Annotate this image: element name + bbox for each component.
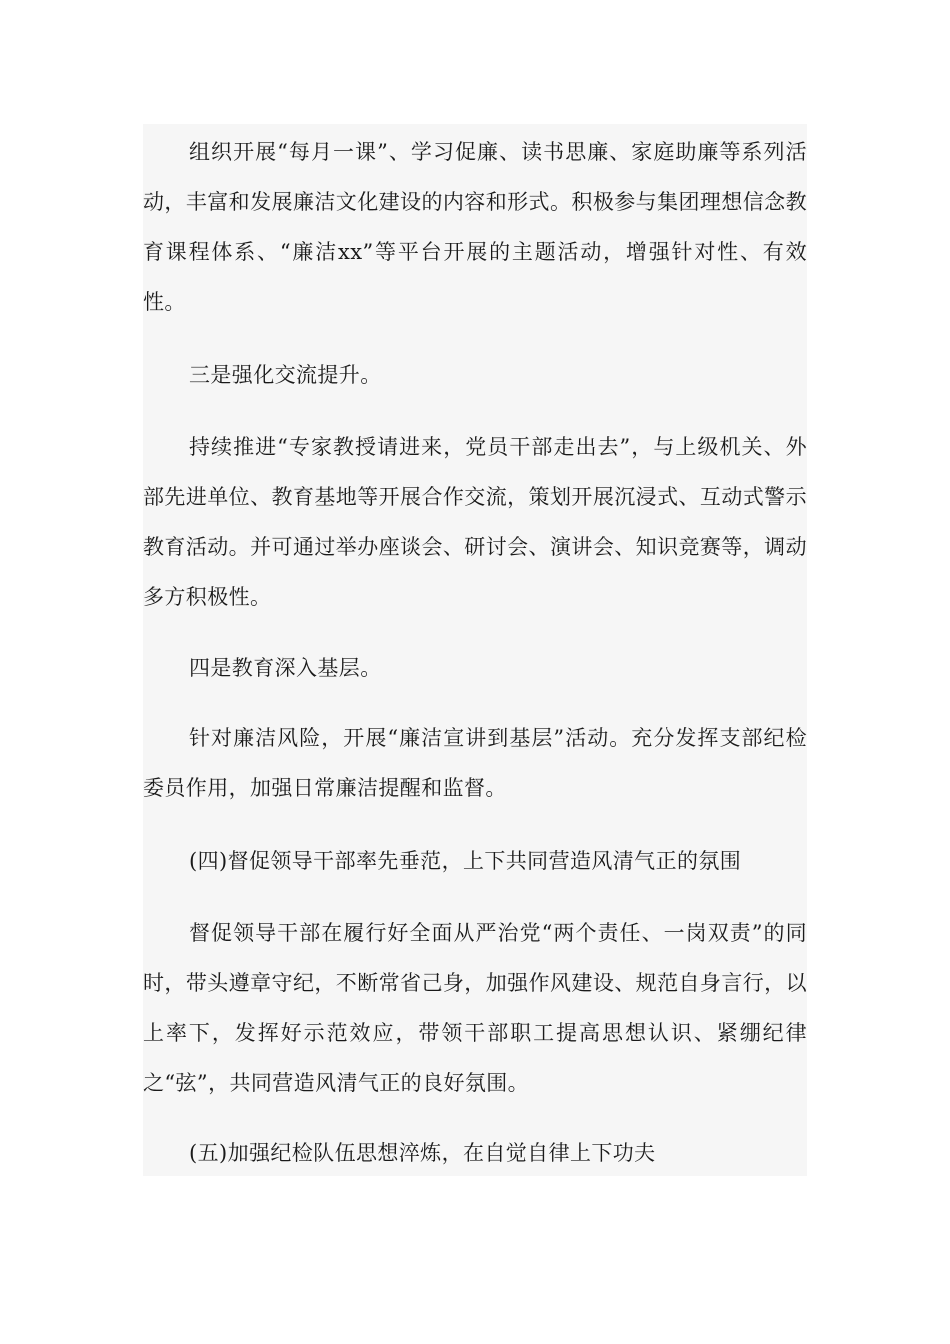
paragraph: 组织开展“每月一课”、学习促廉、读书思廉、家庭助廉等系列活动，丰富和发展廉洁文化建设的内容和形式。积极参与集团理想信念教育课程体系、“廉洁xx”等平台开展的主题活动，增强针对性、有效性。 [143, 140, 807, 314]
paragraph: 针对廉洁风险，开展“廉洁宣讲到基层”活动。充分发挥支部纪检委员作用，加强日常廉洁提醒和监督。 [143, 726, 807, 800]
paragraph: 督促领导干部在履行好全面从严治党“两个责任、一岗双责”的同时，带头遵章守纪，不断常省己身，加强作风建设、规范自身言行，以上率下，发挥好示范效应，带领干部职工提高思想认识、紧绷纪律之“弦”，共同营造风清气正的良好氛围。 [143, 921, 807, 1095]
document-body [143, 124, 807, 1176]
paragraph-heading: 三是强化交流提升。 [189, 363, 382, 387]
paragraph: 持续推进“专家教授请进来，党员干部走出去”，与上级机关、外部先进单位、教育基地等开展合作交流，策划开展沉浸式、互动式警示教育活动。并可通过举办座谈会、研讨会、演讲会、知识竞赛等，调动多方积极性。 [143, 435, 807, 609]
section-heading: (五)加强纪检队伍思想淬炼，在自觉自律上下功夫 [189, 1141, 656, 1165]
section-heading: (四)督促领导干部率先垂范，上下共同营造风清气正的氛围 [189, 849, 742, 873]
paragraph-heading: 四是教育深入基层。 [189, 656, 382, 680]
